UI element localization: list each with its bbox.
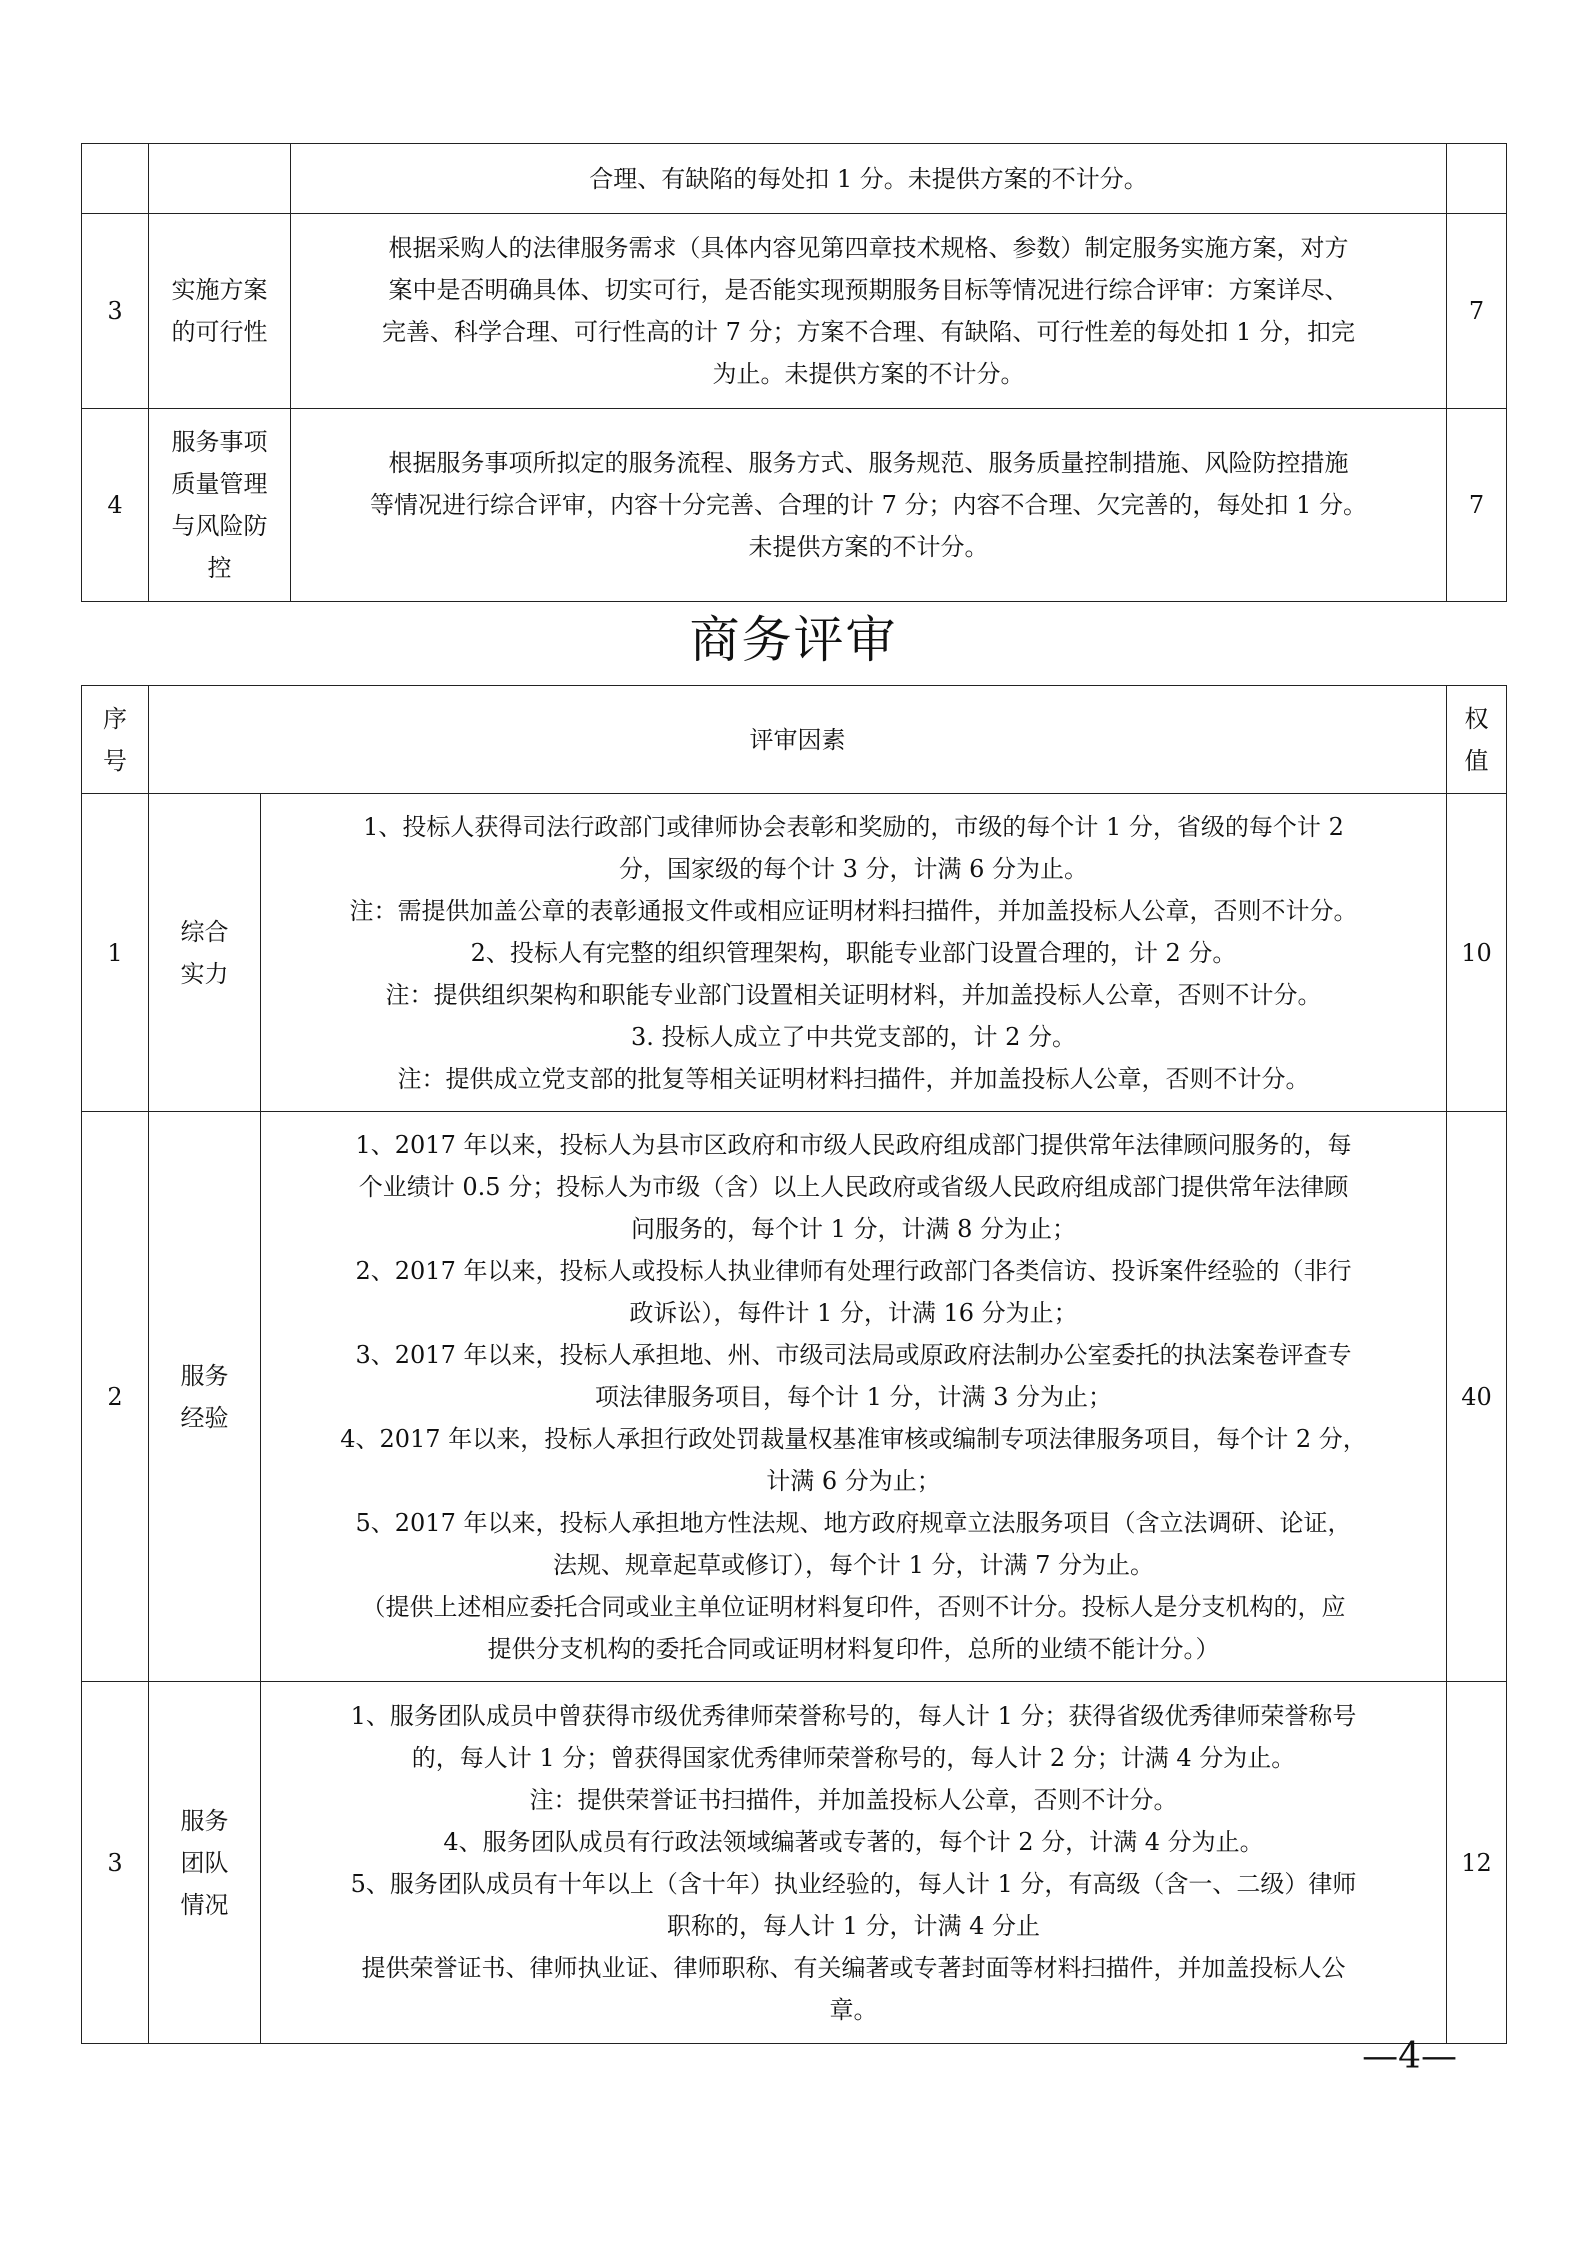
criteria-cell: 合理、有缺陷的每处扣 1 分。未提供方案的不计分。	[291, 144, 1447, 214]
factor-cell	[149, 144, 291, 214]
header-no: 序 号	[82, 686, 149, 794]
table-header-row	[82, 686, 1507, 794]
factor-cell: 实施方案 的可行性	[149, 214, 291, 409]
header-factor: 评审因素	[149, 686, 1447, 794]
row-number	[82, 144, 149, 214]
criteria-cell: 1、2017 年以来，投标人为县市区政府和市级人民政府组成部门提供常年法律顾问服务的，每 个业绩计 0.5 分；投标人为市级（含）以上人民政府或省级人民政府组成部门提供常年法律顾 问服务的，每个计 1 分，计满 8 分为止； 2、2017 年以来，投标人或投标人执业律师有处理行政部门各类信访、投诉案件经验的（非行 政诉讼），每件计 1 分，计满 16 分为止； 3、2017 年以来，投标人承担地、州、市级司法局或原政府法制办公室委托的执法案卷评查专 项法律服务项目，每个计 1 分，计满 3 分为止； 4、2017 年以来，投标人承担行政处罚裁量权基准审核或编制专项法律服务项目，每个计 2 分， 计满 6 分为止； 5、2017 年以来，投标人承担地方性法规、地方政府规章立法服务项目（含立法调研、论证， 法规、规章起草或修订），每个计 1 分，计满 7 分为止。 （提供上述相应委托合同或业主单位证明材料复印件，否则不计分。投标人是分支机构的，应 提供分支机构的委托合同或证明材料复印件，总所的业绩不能计分。）	[261, 1112, 1447, 1682]
weight-cell: 7	[1447, 409, 1507, 602]
factor-cell: 服务 经验	[149, 1112, 261, 1682]
weight-cell: 40	[1447, 1112, 1507, 1682]
factor-cell: 服务事项 质量管理 与风险防 控	[149, 409, 291, 602]
weight-cell: 7	[1447, 214, 1507, 409]
section-heading: 商务评审	[689, 611, 898, 669]
weight-cell: 12	[1447, 1682, 1507, 2044]
row-number: 3	[82, 214, 149, 409]
table-row	[82, 1682, 1507, 2044]
weight-cell: 10	[1447, 794, 1507, 1112]
criteria-cell: 1、服务团队成员中曾获得市级优秀律师荣誉称号的，每人计 1 分；获得省级优秀律师荣誉称号 的，每人计 1 分；曾获得国家优秀律师荣誉称号的，每人计 2 分；计满 4 分为止。 注：提供荣誉证书扫描件，并加盖投标人公章，否则不计分。 4、服务团队成员有行政法领域编著或专著的，每个计 2 分，计满 4 分为止。 5、服务团队成员有十年以上（含十年）执业经验的，每人计 1 分，有高级（含一、二级）律师 职称的，每人计 1 分，计满 4 分止 提供荣誉证书、律师执业证、律师职称、有关编著或专著封面等材料扫描件，并加盖投标人公 章。	[261, 1682, 1447, 2044]
factor-cell: 服务 团队 情况	[149, 1682, 261, 2044]
table-row	[82, 144, 1507, 214]
page-number: —4—	[1362, 2036, 1457, 2077]
header-weight: 权 值	[1447, 686, 1507, 794]
business-table	[81, 685, 1507, 2044]
weight-cell	[1447, 144, 1507, 214]
table-row	[82, 409, 1507, 602]
criteria-cell: 1、投标人获得司法行政部门或律师协会表彰和奖励的，市级的每个计 1 分，省级的每个计 2 分，国家级的每个计 3 分，计满 6 分为止。 注：需提供加盖公章的表彰通报文件或相应证明材料扫描件，并加盖投标人公章，否则不计分。 2、投标人有完整的组织管理架构，职能专业部门设置合理的，计 2 分。 注：提供组织架构和职能专业部门设置相关证明材料，并加盖投标人公章，否则不计分。 3. 投标人成立了中共党支部的，计 2 分。 注：提供成立党支部的批复等相关证明材料扫描件，并加盖投标人公章，否则不计分。	[261, 794, 1447, 1112]
criteria-cell: 根据服务事项所拟定的服务流程、服务方式、服务规范、服务质量控制措施、风险防控措施 等情况进行综合评审，内容十分完善、合理的计 7 分；内容不合理、欠完善的，每处扣 1 分。 未提供方案的不计分。	[291, 409, 1447, 602]
table-row	[82, 794, 1507, 1112]
technical-table	[81, 143, 1507, 602]
row-number: 1	[82, 794, 149, 1112]
row-number: 2	[82, 1112, 149, 1682]
table-row	[82, 1112, 1507, 1682]
criteria-cell: 根据采购人的法律服务需求（具体内容见第四章技术规格、参数）制定服务实施方案，对方 案中是否明确具体、切实可行，是否能实现预期服务目标等情况进行综合评审：方案详尽、 完善、科学合理、可行性高的计 7 分；方案不合理、有缺陷、可行性差的每处扣 1 分，扣完 为止。未提供方案的不计分。	[291, 214, 1447, 409]
row-number: 4	[82, 409, 149, 602]
table-row	[82, 214, 1507, 409]
factor-cell: 综合 实力	[149, 794, 261, 1112]
row-number: 3	[82, 1682, 149, 2044]
